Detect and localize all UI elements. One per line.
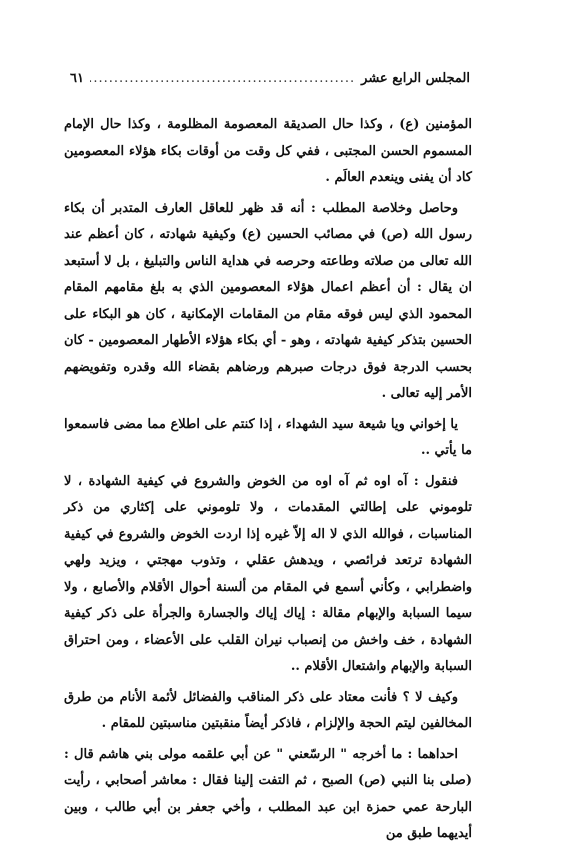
paragraph-summary: وحاصل وخلاصة المطلب : أنه قد ظهر للعاقل العارف المتدبر أن بكاء رسول الله (ص) في مصائب الحسين (ع) وكيفية شهادته ، كان أعظم عند الله تعالى من صلاته وطاعته وحرصه في هداية الناس والتبليغ ، بل لا أستبعد ان يقال : أن أعظم اعمال هؤلاء المعصومين الذي به بلغ مقامهم المقام المحمود الذي ليس فوقه مقام من المقامات الإمكانية ، كان هو البكاء على الحسين بتذكر كيفية شهادته ، وهو - أي بكاء هؤلاء الأطهار المعصومين - كان بحسب الدرجة فوق درجات صبرهم ورضاهم بقضاء الله وقدره وتفويضهم الأمر إليه تعالى .	[64, 200, 472, 401]
page-number: ٦١	[70, 70, 84, 86]
paragraph-address: يا إخواني ويا شيعة سيد الشهداء ، إذا كنتم على اطلاع مما مضى فاسمعوا ما يأتي ..	[64, 416, 472, 458]
paragraph-continuation: المؤمنين (ع) ، وكذا حال الصديقة المعصومة المظلومة ، وكذا حال الإمام المسموم الحسن المجتبى ، ففي كل وقت من أوقات بكاء هؤلاء المعصومين كاد أن يفنى وينعدم العالَم .	[64, 117, 472, 185]
paragraph-virtues: وكيف لا ؟ فأنت معتاد على ذكر المناقب والفضائل لأئمة الأنام من طرق المخالفين ليتم الحجة والإلزام ، فاذكر أيضاً منقبتين مناسبتين للمقام .	[64, 689, 472, 731]
chapter-title: المجلس الرابع عشر	[361, 70, 470, 86]
paragraph-narration: احداهما : ما أخرجه " الرسّعني " عن أبي علقمه مولى بني هاشم قال : (صلى بنا النبي (ص) الصبح ، ثم التفت إلينا فقال : معاشر أصحابي ، رأيت البارحة عمي حمزة ابن عبد المطلب ، وأخي جعفر بن أبي طالب ، وبين أيديهما طبق من	[64, 746, 472, 841]
body-text	[64, 112, 472, 848]
running-header	[70, 66, 470, 90]
paragraph-lament: فنقول : آه اوه ثم آه اوه من الخوض والشروع في كيفية الشهادة ، لا تلوموني على إطالتي المقدمات ، ولا تلوموني على إكثاري من ذكر المناسبات ، فوالله الذي لا اله إلاّ غيره إذا اردت الخوض والشروع في كيفية الشهادة ترتعد فرائصي ، ويدهش عقلي ، وتذوب مهجتي ، ويزيد ولهي واضطرابي ، وكأني أسمع في المقام من ألسنة أحوال الأقلام والأصابع ، ولا سيما السبابة والإبهام مقالة : إياك إياك والجسارة والجرأة على ذكر كيفية الشهادة ، خف واخش من إنصباب نيران القلب على الأعضاء ، ومن احتراق السبابة والإبهام واشتعال الأقلام ..	[64, 473, 472, 674]
dot-leader	[90, 71, 355, 86]
